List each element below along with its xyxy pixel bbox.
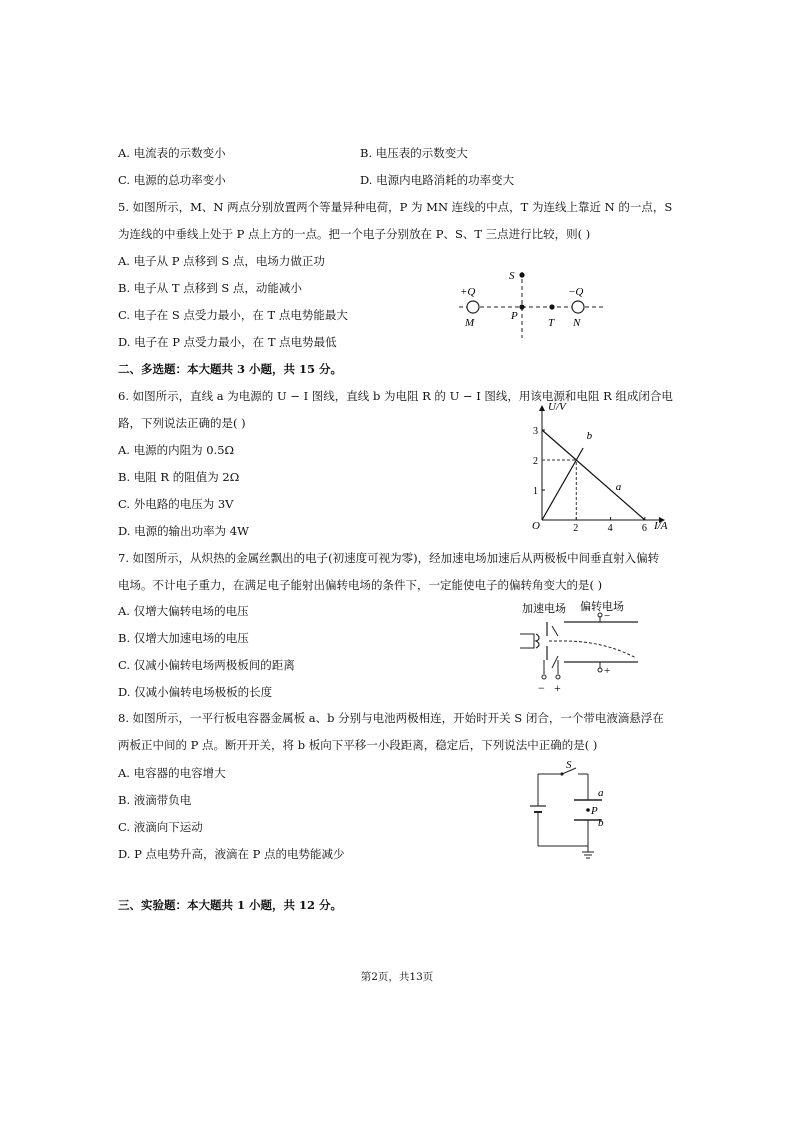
q7-stem-line1: 7. 如图所示，从炽热的金属丝飘出的电子(初速度可视为零)，经加速电场加速后从两极板中间垂直射入偏转 bbox=[118, 551, 660, 565]
positive-charge-m bbox=[467, 301, 479, 313]
section2-heading: 二、多选题：本大题共 3 小题，共 15 分。 bbox=[118, 362, 343, 376]
series-line-a bbox=[542, 430, 645, 520]
q8-stem-line2: 两板正中间的 P 点。断开开关，将 b 板向下平移一小段距离，稳定后，下列说法中正确的是( ) bbox=[118, 738, 598, 752]
y-tick-label: 2 bbox=[533, 456, 538, 467]
x-axis-label: I/A bbox=[654, 520, 668, 532]
q6-stem-line2: 路，下列说法正确的是( ) bbox=[118, 416, 246, 430]
label-minus-q: −Q bbox=[568, 286, 584, 298]
q7-option-a: A. 仅增大偏转电场的电压 bbox=[118, 604, 249, 618]
series-line-b bbox=[542, 448, 583, 520]
q5-stem-line2: 为连线的中垂线上处于 P 点上方的一点。把一个电子分别放在 P、S、T 三点进行比较，则( ) bbox=[118, 227, 591, 241]
label-m: M bbox=[465, 317, 475, 329]
label-point-p: P bbox=[591, 805, 598, 817]
series-label-a: a bbox=[615, 481, 622, 493]
label-n: N bbox=[573, 317, 581, 329]
q7-option-b: B. 仅增大加速电场的电压 bbox=[118, 631, 249, 645]
q5-option-b: B. 电子从 T 点移到 S 点，动能减小 bbox=[118, 281, 302, 295]
q5-option-c: C. 电子在 S 点受力最小，在 T 点电势能最大 bbox=[118, 308, 348, 322]
x-tick-label: 4 bbox=[607, 523, 613, 532]
label-plus-q: +Q bbox=[460, 286, 476, 298]
label-plate-b: b bbox=[598, 817, 604, 829]
svg-text:+: + bbox=[604, 665, 611, 677]
point-t bbox=[549, 304, 554, 309]
q8-capacitor-circuit bbox=[528, 756, 618, 862]
section3-heading: 三、实验题：本大题共 1 小题，共 12 分。 bbox=[118, 898, 343, 912]
q5-option-a: A. 电子从 P 点移到 S 点，电场力做正功 bbox=[118, 254, 325, 268]
q6-option-c: C. 外电路的电压为 3V bbox=[118, 497, 234, 511]
q8-option-d: D. P 点电势升高，液滴在 P 点的电势能减少 bbox=[118, 847, 345, 861]
label-s: S bbox=[509, 270, 515, 282]
label-t: T bbox=[548, 317, 555, 329]
label-switch-s: S bbox=[566, 759, 572, 771]
q7-stem-line2: 电场。不计电子重力，在满足电子能射出偏转电场的条件下，一定能使电子的偏转角变大的是( ) bbox=[118, 578, 603, 592]
q7-option-c: C. 仅减小偏转电场两极板间的距离 bbox=[118, 658, 295, 672]
q6-option-a: A. 电源的内阻为 0.5Ω bbox=[118, 443, 235, 457]
y-tick-label: 3 bbox=[533, 426, 538, 437]
label-minus-terminal: − bbox=[538, 681, 545, 695]
negative-charge-n bbox=[572, 301, 584, 313]
point-s bbox=[519, 272, 524, 277]
label-plus-terminal: + bbox=[554, 681, 561, 695]
label-plate-a: a bbox=[598, 787, 604, 799]
q4-option-b: B. 电压表的示数变大 bbox=[360, 146, 468, 160]
label-p: P bbox=[511, 310, 518, 322]
series-label-b: b bbox=[586, 430, 593, 442]
x-tick-label: 2 bbox=[573, 523, 579, 532]
filament-coil bbox=[536, 634, 539, 648]
q8-option-b: B. 液滴带负电 bbox=[118, 793, 192, 807]
label-accel-field: 加速电场 bbox=[522, 603, 566, 615]
q4-option-d: D. 电源内电路消耗的功率变大 bbox=[360, 173, 515, 187]
q7-option-d: D. 仅减小偏转电场极板的长度 bbox=[118, 685, 273, 699]
label-deflect-field: 偏转电场 bbox=[580, 601, 624, 613]
q4-option-a: A. 电流表的示数变小 bbox=[118, 146, 226, 160]
q4-option-c: C. 电源的总功率变小 bbox=[118, 173, 226, 187]
q6-option-d: D. 电源的输出功率为 4W bbox=[118, 524, 249, 538]
q5-option-d: D. 电子在 P 点受力最小，在 T 点电势最低 bbox=[118, 335, 337, 349]
x-tick-label: 6 bbox=[641, 523, 647, 532]
electron-trajectory bbox=[549, 641, 636, 658]
origin-label: O bbox=[532, 520, 540, 532]
y-tick-label: 1 bbox=[533, 486, 538, 497]
droplet-p bbox=[586, 808, 590, 812]
q6-stem-line1: 6. 如图所示，直线 a 为电源的 U − I 图线，直线 b 为电阻 R 的 U − I 图线，用该电源和电阻 R 组成闭合电 bbox=[118, 389, 673, 403]
point-p bbox=[519, 304, 524, 309]
y-axis-label: U/V bbox=[548, 402, 566, 413]
filament-wire bbox=[520, 634, 534, 648]
q7-field-figure bbox=[514, 596, 644, 696]
q5-stem-line1: 5. 如图所示，M、N 两点分别放置两个等量异种电荷，P 为 MN 连线的中点，T 为连线上靠近 N 的一点，S bbox=[118, 200, 673, 214]
page-footer: 第2页，共13页 bbox=[360, 971, 434, 983]
q6-option-b: B. 电阻 R 的阻值为 2Ω bbox=[118, 470, 240, 484]
q8-option-a: A. 电容器的电容增大 bbox=[118, 766, 226, 780]
q5-charge-figure bbox=[455, 262, 615, 340]
q8-option-c: C. 液滴向下运动 bbox=[118, 820, 203, 834]
q8-stem-line1: 8. 如图所示，一平行板电容器金属板 a、b 分别与电池两极相连，开始时开关 S 闭合，一个带电液滴悬浮在 bbox=[118, 711, 664, 725]
u-i-chart bbox=[530, 402, 680, 532]
svg-text:−: − bbox=[604, 610, 611, 622]
